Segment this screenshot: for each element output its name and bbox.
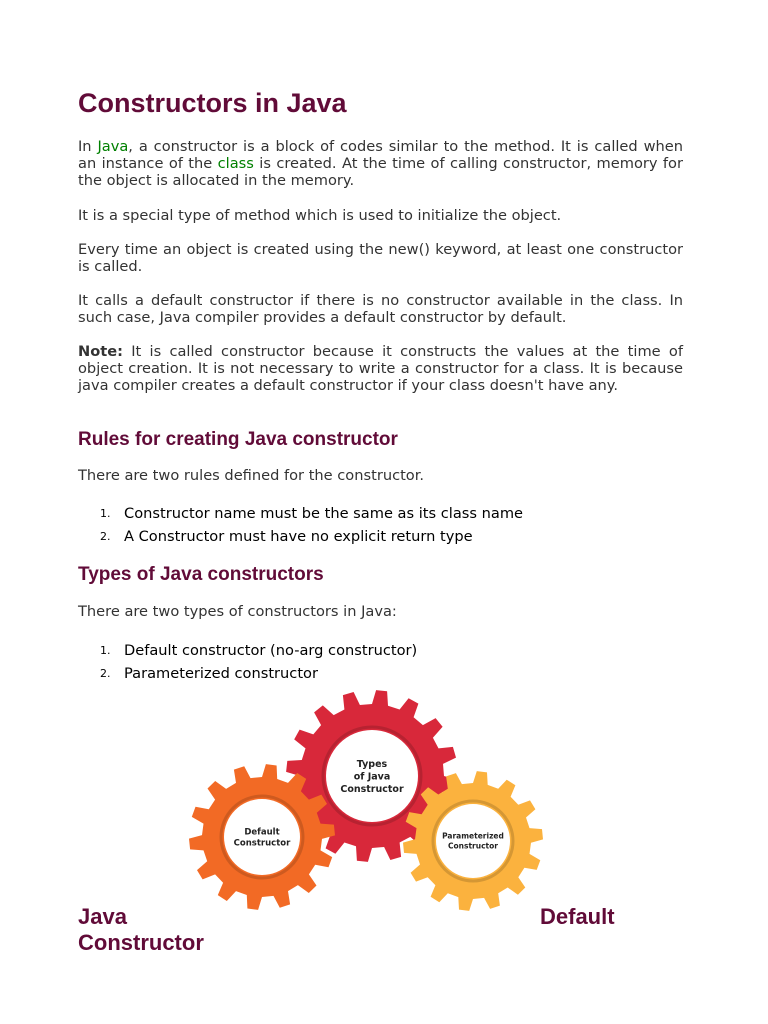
rules-intro: There are two rules defined for the constructor. xyxy=(78,467,425,484)
types-list xyxy=(78,640,417,685)
types-heading: Types of Java constructors xyxy=(78,564,324,585)
left-gear-label: Default xyxy=(244,827,280,838)
intro-tail-text: is created. At the time of calling constructor, memory for the object is allocated in the memory. xyxy=(78,155,683,189)
special-method-paragraph: It is a special type of method which is used to initialize the object. xyxy=(78,207,562,224)
note-text: It is called constructor because it constructs the values at the time of object creation. It is not necessary to write a constructor for a class. It is because java compiler creates a default constructor if your class doesn't have any. xyxy=(78,343,683,394)
class-link[interactable]: class xyxy=(217,155,254,172)
intro-mid-text: , a constructor is a block of codes similar to the method. It is called when an instance of the xyxy=(78,138,683,172)
list-number: 1. xyxy=(100,507,111,520)
list-number: 2. xyxy=(100,666,111,680)
intro-lead-text: In xyxy=(78,138,98,155)
center-gear-label: Constructor xyxy=(340,783,404,795)
types-intro: There are two types of constructors in Java: xyxy=(78,603,397,620)
list-item xyxy=(78,526,523,549)
list-number: 2. xyxy=(100,529,111,543)
constructor-types-gear-diagram xyxy=(188,688,548,913)
note-paragraph xyxy=(78,343,683,394)
center-gear-label: Types xyxy=(356,758,388,770)
list-item-text: Constructor name must be the same as its class name xyxy=(124,505,524,522)
bottom-heading-word-default: Default xyxy=(540,904,615,929)
list-item-text: A Constructor must have no explicit return type xyxy=(124,527,473,545)
left-gear-label: Constructor xyxy=(233,838,291,849)
list-item-text: Default constructor (no-arg constructor) xyxy=(124,642,418,659)
list-item xyxy=(78,503,523,526)
right-gear-label: Parameterized xyxy=(442,831,504,841)
new-keyword-paragraph: Every time an object is created using the new() keyword, at least one constructor is called. xyxy=(78,241,683,275)
right-gear-label: Constructor xyxy=(448,841,498,851)
note-label: Note: xyxy=(78,343,123,360)
right-gear xyxy=(403,771,543,911)
bottom-heading-word-constructor: Constructor xyxy=(78,930,204,955)
rules-list xyxy=(78,503,523,548)
page-title: Constructors in Java xyxy=(78,88,347,118)
rules-heading: Rules for creating Java constructor xyxy=(78,429,398,450)
center-gear-label: of Java xyxy=(353,771,391,783)
default-constructor-paragraph: It calls a default constructor if there is no constructor available in the class. In such case, Java compiler provides a default constructor by default. xyxy=(78,292,683,326)
intro-paragraph xyxy=(78,138,683,189)
list-number: 1. xyxy=(100,644,111,657)
list-item-text: Parameterized constructor xyxy=(124,664,318,682)
list-item xyxy=(78,663,417,686)
bottom-heading-word-java: Java xyxy=(78,904,127,929)
java-link[interactable]: Java xyxy=(97,138,129,155)
list-item xyxy=(78,640,417,663)
